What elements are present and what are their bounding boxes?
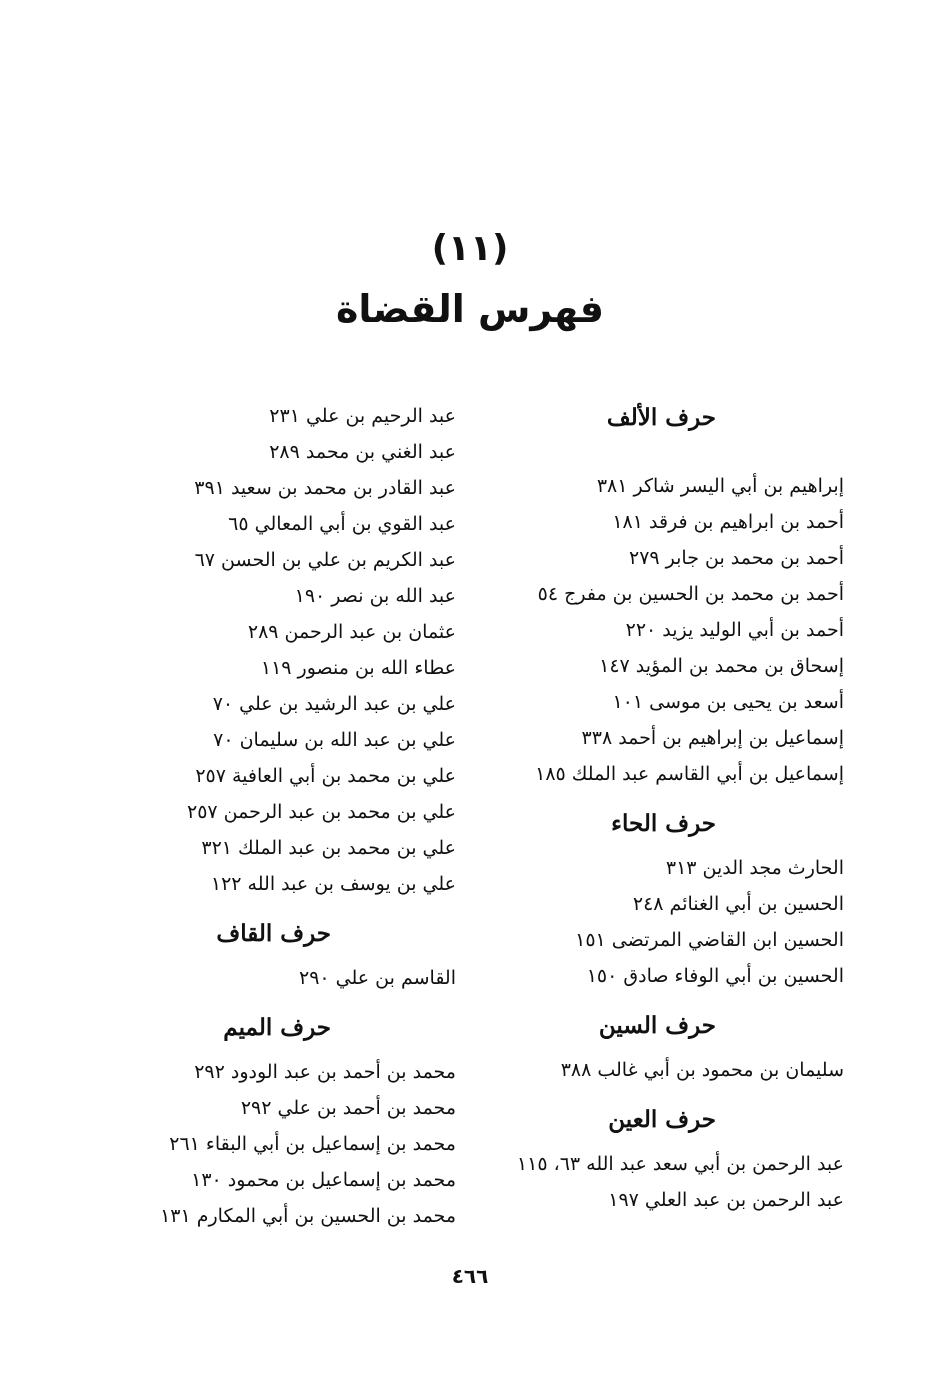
section-heading: حرف القاف — [216, 920, 331, 947]
index-entry: أحمد بن محمد بن الحسين بن مفرج ٥٤ — [537, 583, 844, 605]
entry-list — [464, 850, 844, 994]
index-entry: عبد الغني بن محمد ٢٨٩ — [269, 441, 456, 463]
index-entry: الحسين بن أبي الغنائم ٢٤٨ — [632, 893, 844, 915]
right-section — [464, 1006, 844, 1088]
index-entry: أحمد بن أبي الوليد يزيد ٢٢٠ — [625, 619, 844, 641]
index-entry: أحمد بن ابراهيم بن فرقد ١٨١ — [612, 511, 844, 533]
right-column — [464, 398, 844, 1218]
index-entry: علي بن محمد بن أبي العافية ٢٥٧ — [195, 765, 456, 787]
index-entry: عبد الكريم بن علي بن الحسن ٦٧ — [194, 549, 456, 571]
section-heading: حرف الحاء — [611, 810, 716, 837]
index-entry: محمد بن أحمد بن عبد الودود ٢٩٢ — [194, 1061, 456, 1083]
index-entry: عبد الله بن نصر ١٩٠ — [294, 585, 456, 607]
section-heading: حرف الألف — [606, 404, 716, 431]
entry-list — [464, 1146, 844, 1218]
entry-list — [106, 1054, 456, 1234]
index-entry: علي بن عبد الرشيد بن علي ٧٠ — [212, 693, 456, 715]
index-entry: الحسين بن أبي الوفاء صادق ١٥٠ — [586, 965, 844, 987]
index-entry: محمد بن أحمد بن علي ٢٩٢ — [240, 1097, 456, 1119]
left-column — [106, 398, 456, 1234]
entry-list — [464, 1052, 844, 1088]
index-entry: محمد بن إسماعيل بن أبي البقاء ٢٦١ — [169, 1133, 456, 1155]
index-entry: أحمد بن محمد بن جابر ٢٧٩ — [628, 547, 844, 569]
index-entry: علي بن محمد بن عبد الملك ٣٢١ — [201, 837, 456, 859]
section-heading: حرف العين — [608, 1106, 716, 1133]
index-entry: إسماعيل بن أبي القاسم عبد الملك ١٨٥ — [535, 763, 844, 785]
index-entry: عبد الرحمن بن عبد العلي ١٩٧ — [608, 1189, 844, 1211]
index-entry: محمد بن الحسين بن أبي المكارم ١٣١ — [160, 1205, 456, 1227]
index-entry: محمد بن إسماعيل بن محمود ١٣٠ — [191, 1169, 456, 1191]
entry-list — [106, 960, 456, 996]
left-section — [106, 1008, 456, 1234]
index-entry: الحارث مجد الدين ٣١٣ — [665, 857, 844, 879]
index-entry: عثمان بن عبد الرحمن ٢٨٩ — [247, 621, 456, 643]
right-section — [464, 804, 844, 994]
index-entry: إسحاق بن محمد بن المؤيد ١٤٧ — [599, 655, 844, 677]
index-entry: عبد الرحيم بن علي ٢٣١ — [269, 405, 456, 427]
index-entry: عطاء الله بن منصور ١١٩ — [260, 657, 456, 679]
entry-list — [106, 398, 456, 902]
left-section — [106, 914, 456, 996]
index-entry: علي بن محمد بن عبد الرحمن ٢٥٧ — [186, 801, 456, 823]
page-number: ٤٦٦ — [451, 1264, 489, 1288]
index-entry: إبراهيم بن أبي اليسر شاكر ٣٨١ — [596, 475, 844, 497]
index-entry: علي بن يوسف بن عبد الله ١٢٢ — [210, 873, 456, 895]
page-title: فهرس القضاة — [335, 287, 605, 331]
index-entry: عبد الرحمن بن أبي سعد عبد الله ٦٣، ١١٥ — [516, 1153, 844, 1175]
left-section — [106, 398, 456, 902]
right-section — [464, 1100, 844, 1218]
index-entry: سليمان بن محمود بن أبي غالب ٣٨٨ — [560, 1059, 844, 1081]
entry-list — [464, 468, 844, 792]
section-heading: حرف الميم — [223, 1014, 331, 1041]
index-entry: القاسم بن علي ٢٩٠ — [299, 967, 456, 989]
index-entry: إسماعيل بن إبراهيم بن أحمد ٣٣٨ — [581, 727, 844, 749]
index-number: (١١) — [431, 228, 509, 269]
index-entry: علي بن عبد الله بن سليمان ٧٠ — [213, 729, 456, 751]
index-entry: عبد القادر بن محمد بن سعيد ٣٩١ — [194, 477, 456, 499]
index-entry: الحسين ابن القاضي المرتضى ١٥١ — [575, 929, 844, 951]
section-heading: حرف السين — [598, 1012, 716, 1039]
index-entry: أسعد بن يحيى بن موسى ١٠١ — [612, 691, 844, 713]
right-section — [464, 398, 844, 792]
index-entry: عبد القوي بن أبي المعالي ٦٥ — [228, 513, 456, 535]
